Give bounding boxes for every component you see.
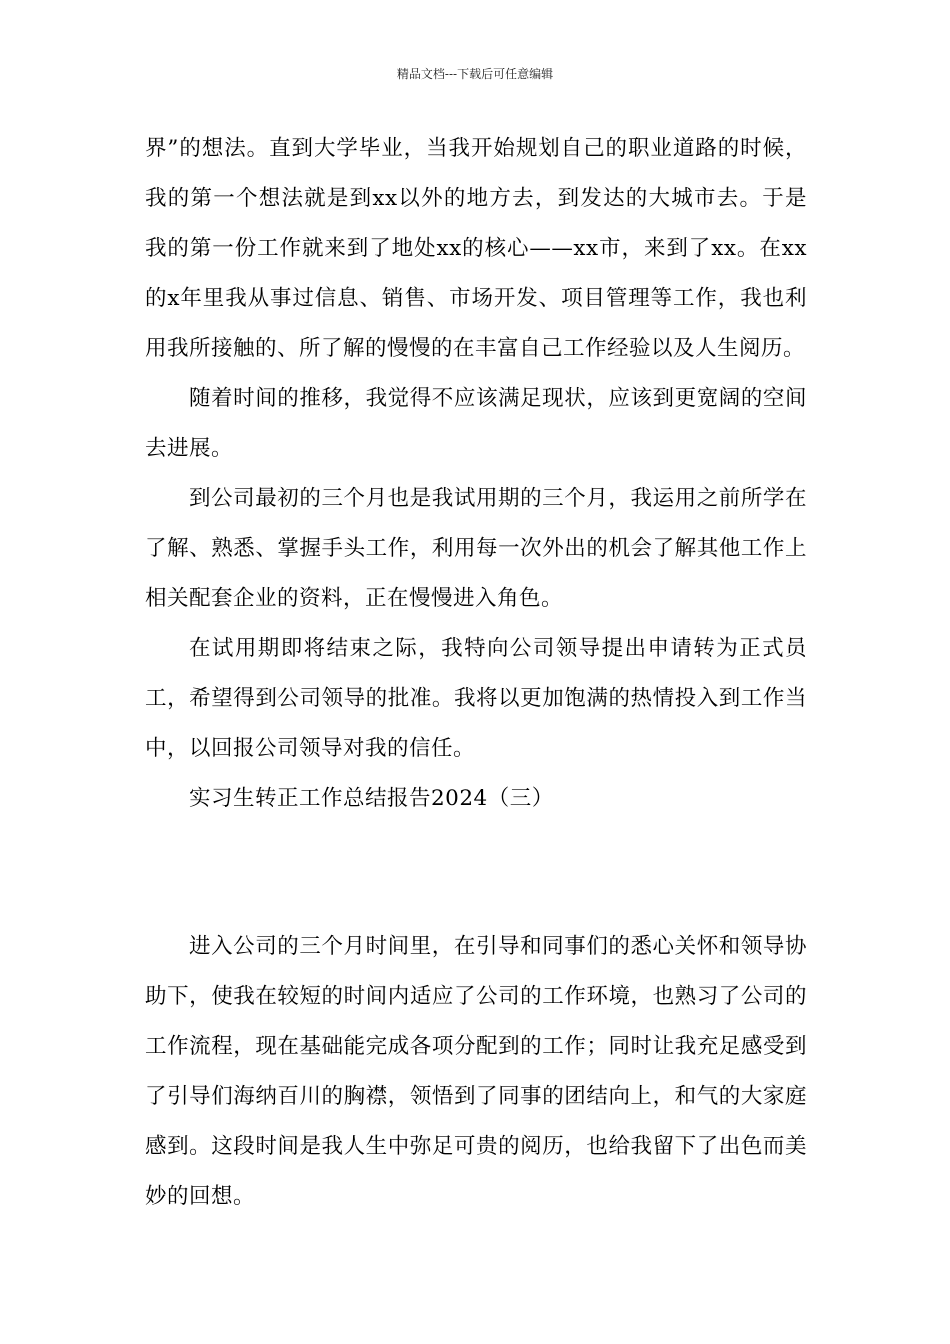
page-header: 精品文档---下载后可任意编辑 — [396, 67, 554, 81]
document-body-lower — [145, 922, 807, 1222]
paragraph: 到公司最初的三个月也是我试用期的三个月，我运用之前所学在了解、熟悉、掌握手头工作，利用每一次外出的机会了解其他工作上相关配套企业的资料，正在慢慢进入角色。 — [145, 486, 807, 611]
paragraph-continued: 界”的想法。直到大学毕业，当我开始规划自己的职业道路的时候，我的第一个想法就是到xx以外的地方去，到发达的大城市去。于是我的第一份工作就来到了地处xx的核心——xx市，来到了xx。在xx的x年里我从事过信息、销售、市场开发、项目管理等工作，我也利用我所接触的、所了解的慢慢的在丰富自己工作经验以及人生阅历。 — [145, 136, 807, 361]
document-body-upper — [145, 124, 807, 824]
section-heading: 实习生转正工作总结报告2024（三） — [189, 786, 554, 811]
paragraph: 进入公司的三个月时间里，在引导和同事们的悉心关怀和领导协助下，使我在较短的时间内适应了公司的工作环境，也熟习了公司的工作流程，现在基础能完成各项分配到的工作；同时让我充足感受到了引导们海纳百川的胸襟，领悟到了同事的团结向上，和气的大家庭感到。这段时间是我人生中弥足可贵的阅历，也给我留下了出色而美妙的回想。 — [145, 934, 807, 1209]
paragraph: 随着时间的推移，我觉得不应该满足现状，应该到更宽阔的空间去进展。 — [145, 386, 807, 461]
paragraph: 在试用期即将结束之际，我特向公司领导提出申请转为正式员工，希望得到公司领导的批准。我将以更加饱满的热情投入到工作当中，以回报公司领导对我的信任。 — [145, 636, 807, 761]
